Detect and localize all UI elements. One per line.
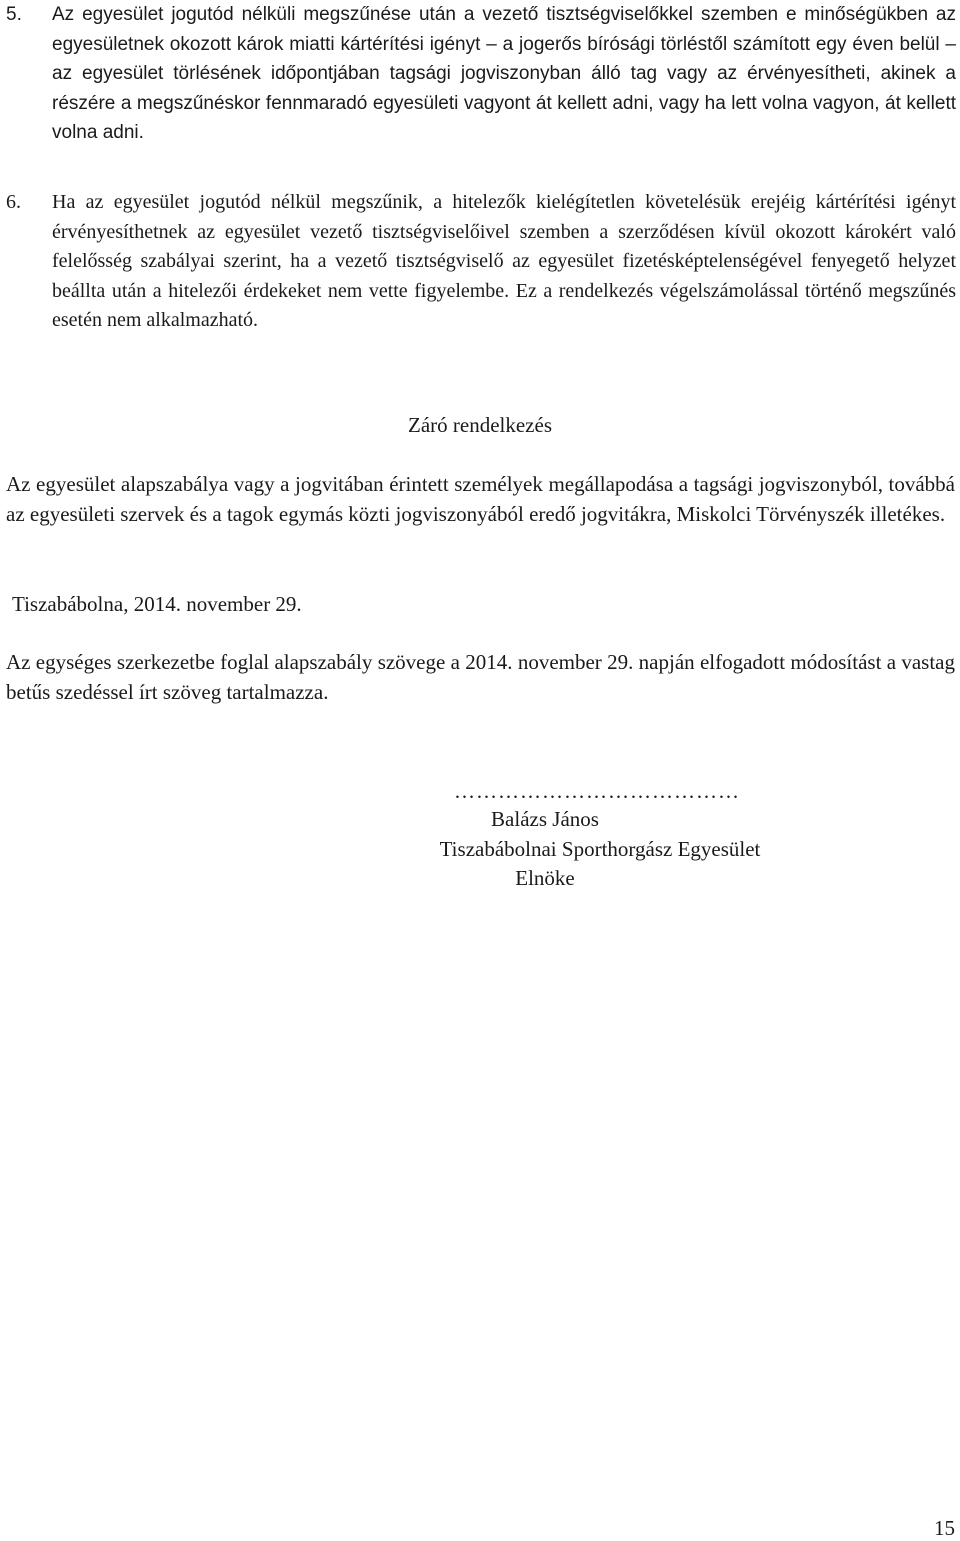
item-number: 6. <box>6 191 21 213</box>
amendment-note: Az egységes szerkezetbe foglal alapszabály szövege a 2014. november 29. napján elfogadott módosítást a vastag betűs szedéssel írt szöveg tartalmazza. <box>6 650 955 704</box>
section-item-5 <box>6 0 956 148</box>
signatory-title: Elnöke <box>515 866 575 890</box>
place-date: Tiszabábolna, 2014. november 29. <box>12 592 302 616</box>
item-text-tail: Ez a rendelkezés végelszámolással történő megszűnés esetén nem alkalmazható. <box>52 279 956 331</box>
signatory-name: Balázs János <box>491 807 599 831</box>
closing-paragraph: Az egyesület alapszabálya vagy a jogvitában érintett személyek megállapodása a tagsági jogviszonyból, továbbá az egyesületi szervek és a tagok egymás közti jogviszonyából eredő jogvitákra, Miskolci Törvényszék illetékes. <box>6 472 955 526</box>
signatory-organization: Tiszabábolnai Sporthorgász Egyesület <box>439 837 761 861</box>
item-number: 5. <box>6 4 22 25</box>
item-text: Az egyesület jogutód nélküli megszűnése után a vezető tisztségviselőkkel szemben e minőségükben az egyesületnek okozott károk miatti kártérítési igényt – a jogerős bírósági törléstől számított egy éven belül – az egyesület törlésének időpontjában tagsági jogviszonyban álló tag vagy az érvényesítheti, akinek a részére a megszűnéskor fennmaradó egyesületi vagyont át kellett adni, vagy ha lett volna vagyon, át kellett volna adni. <box>52 4 956 143</box>
item-text <box>52 188 956 336</box>
signature-line: ………………………………… <box>454 779 740 803</box>
closing-heading: Záró rendelkezés <box>408 413 552 437</box>
page-number: 15 <box>934 1516 955 1540</box>
item-text-lead: Ha az egyesület jogutód nélkül megszűnik, a hitelezők kielégítetlen követelésük erejéig kártérítési igényt érvényesíthetnek az egyesület vezető tisztségviselőivel szemben a szerződésen kívül okozott károkért való felelősség szabályai szerint, ha a vezető tisztségviselő az egyesület fizetésképtelenségével fenyegető helyzet beállta után a hitelezői érdekeket nem vette figyelembe. <box>52 191 956 302</box>
section-item-6 <box>6 188 956 336</box>
